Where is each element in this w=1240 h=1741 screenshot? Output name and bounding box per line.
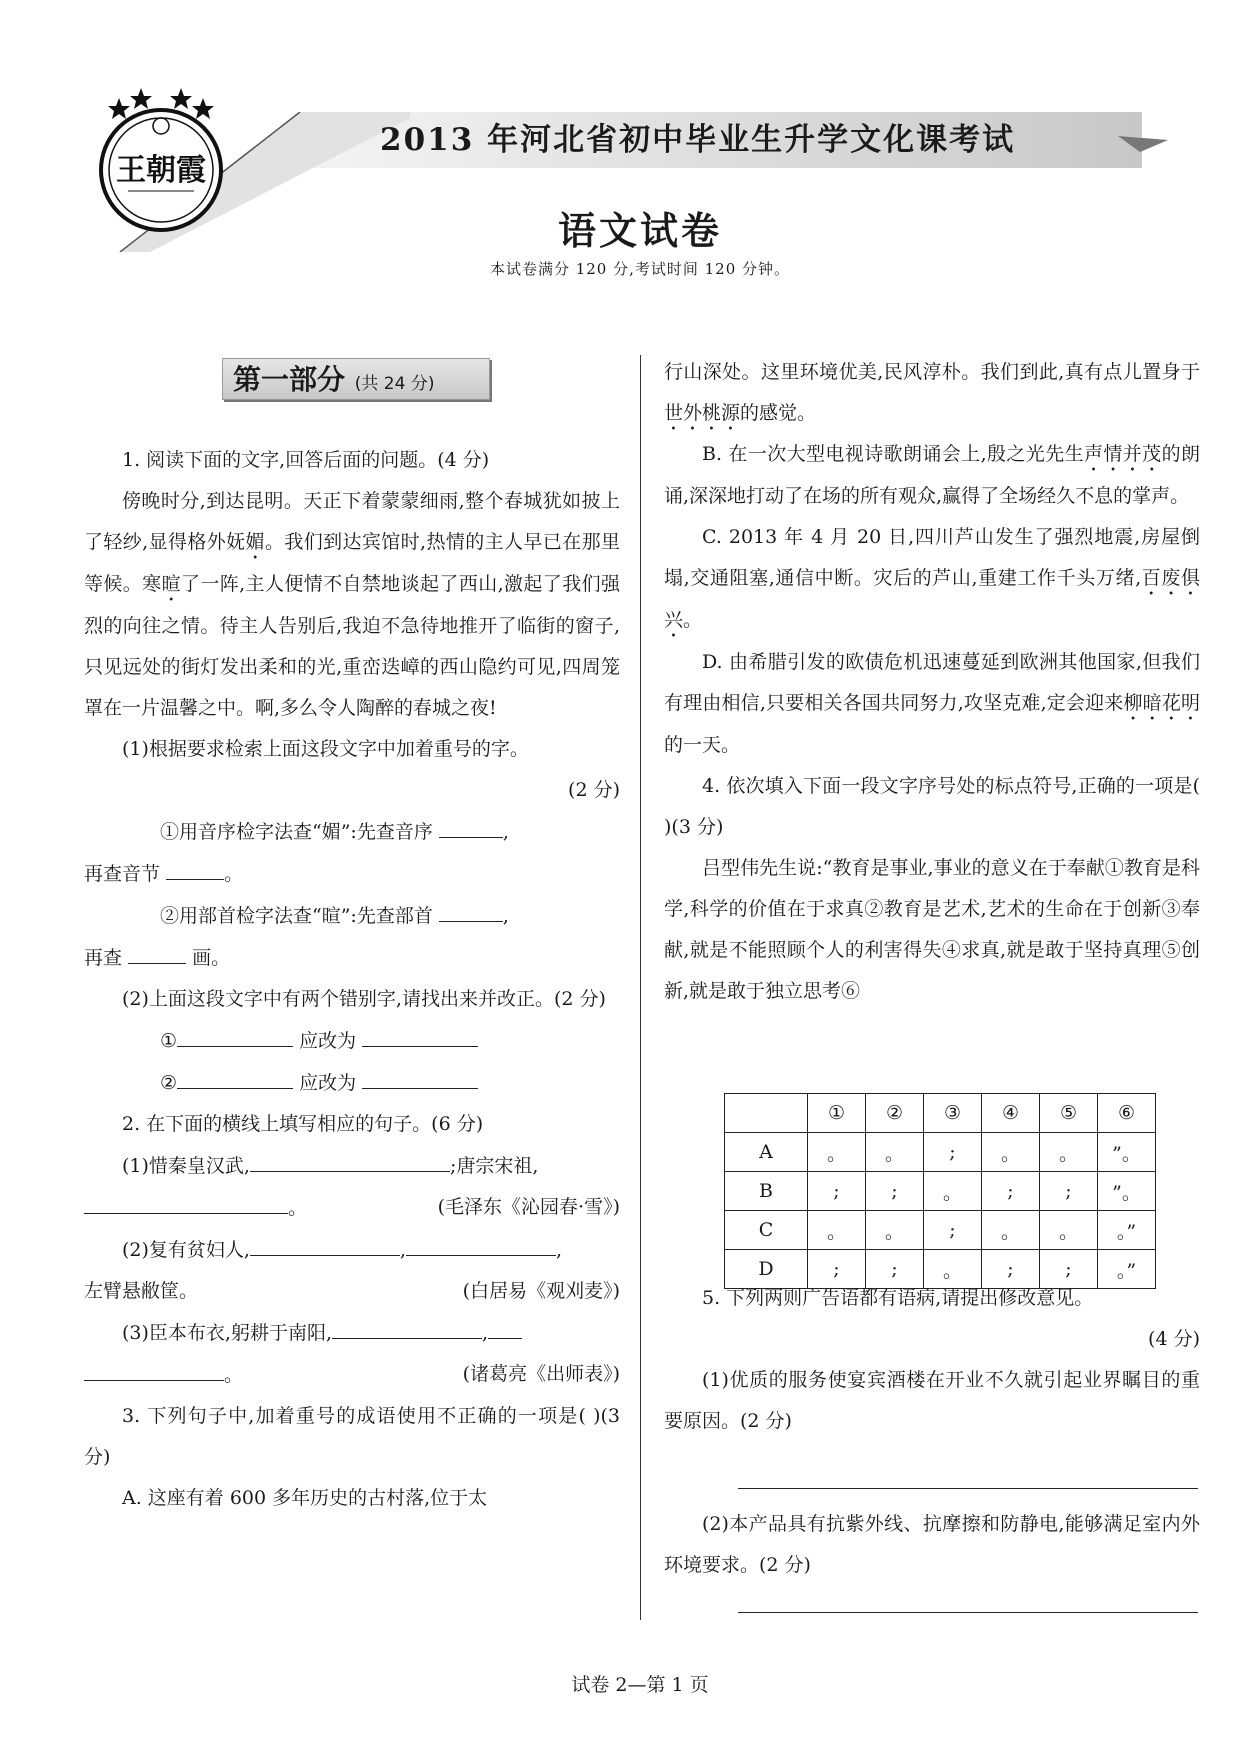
- question-1-passage: [84, 481, 620, 729]
- q2-line-3b: 。 (诸葛亮《出师表》): [84, 1354, 620, 1396]
- answer-blank[interactable]: [250, 1145, 450, 1172]
- table-cell: 。: [808, 1211, 866, 1250]
- option-a-tail: 行山深处。这里环境优美,民风淳朴。我们到此,真有点儿置身于: [664, 361, 1200, 383]
- table-cell: ③: [924, 1094, 982, 1133]
- table-cell: ;: [808, 1250, 866, 1289]
- option-a: [664, 352, 1200, 434]
- table-cell: ①: [808, 1094, 866, 1133]
- answer-blank[interactable]: [166, 853, 224, 880]
- sub1-item-a-cont: 再查音节 。: [84, 853, 620, 895]
- option-a-end: 的感觉。: [740, 402, 817, 424]
- answer-blank[interactable]: [84, 1187, 288, 1214]
- q2-source-3: (诸葛亮《出师表》): [462, 1363, 620, 1385]
- table-cell: ;: [808, 1172, 866, 1211]
- answer-blank[interactable]: [250, 1229, 400, 1256]
- idiom-c: 百废俱兴: [664, 567, 1200, 631]
- option-b: [664, 434, 1200, 517]
- sub1-item-b: ②用部首检字法查“暄”:先查部首 ,: [84, 895, 620, 937]
- table-cell: 。: [866, 1211, 924, 1250]
- answer-line-1[interactable]: [738, 1488, 1198, 1489]
- answer-blank[interactable]: [439, 895, 503, 922]
- table-cell: ;: [866, 1250, 924, 1289]
- table-cell: ”。: [1098, 1172, 1156, 1211]
- option-d: [664, 642, 1200, 766]
- table-row: [725, 1133, 1156, 1172]
- table-cell: 。: [1040, 1211, 1098, 1250]
- question-1-stem: 1. 阅读下面的文字,回答后面的问题。(4 分): [122, 449, 490, 471]
- sub1-item-a-cont-text: 再查音节: [84, 863, 161, 885]
- answer-line-2[interactable]: [738, 1612, 1198, 1613]
- paper-note: 本试卷满分 120 分,考试时间 120 分钟。: [489, 260, 791, 278]
- table-row-label: B: [725, 1172, 808, 1211]
- option-c: [664, 517, 1200, 642]
- table-cell: ;: [866, 1172, 924, 1211]
- passage-part-c: 了一阵,主人便情不自禁地谈起了西山,激起了我们强烈的向往之情。待主人告别后,我迫不急待地推开了临街的窗子,只见远处的街灯发出柔和的光,重峦迭嶂的西山隐约可见,四周笼罩在一片温馨之中。啊,多么令人陶醉的春城之夜!: [84, 573, 620, 719]
- correction-num-1: ①: [160, 1030, 178, 1052]
- table-cell: ②: [866, 1094, 924, 1133]
- q2-s2a: (2)复有贫妇人,: [122, 1239, 250, 1261]
- answer-blank[interactable]: [488, 1312, 522, 1339]
- idiom-d: 柳暗花明: [1123, 692, 1200, 714]
- table-cell: 。: [808, 1133, 866, 1172]
- table-cell: 。: [1040, 1133, 1098, 1172]
- question-5-sub1: (1)优质的服务使宴宾酒楼在开业不久就引起业界瞩目的重要原因。(2 分): [664, 1369, 1200, 1432]
- q2-source-1: (毛泽东《沁园春·雪》): [437, 1196, 620, 1218]
- answer-blank[interactable]: [177, 1062, 293, 1089]
- sub1-item-a-text: ①用音序检字法查“媚”:先查音序: [160, 821, 433, 843]
- table-cell: 。”: [1098, 1211, 1156, 1250]
- table-cell: 。: [982, 1211, 1040, 1250]
- answer-blank[interactable]: [439, 811, 503, 838]
- table-cell: ;: [924, 1133, 982, 1172]
- option-c-text: C. 2013 年 4 月 20 日,四川芦山发生了强烈地震,房屋倒塌,交通阻塞,通信中断。灾后的芦山,重建工作千头万绪,: [664, 526, 1200, 589]
- table-row-label: C: [725, 1211, 808, 1250]
- question-1-sub1: (1)根据要求检索上面这段文字中加着重号的字。: [122, 738, 529, 760]
- correction-num-2: ②: [160, 1072, 178, 1094]
- table-row: [725, 1211, 1156, 1250]
- sub1-item-b-end: 画。: [192, 947, 231, 969]
- banner-arrow-icon: [1118, 136, 1168, 152]
- question-1-sub2: (2)上面这段文字中有两个错别字,请找出来并改正。(2 分): [122, 988, 606, 1010]
- table-cell: ;: [1040, 1172, 1098, 1211]
- table-cell: 。: [866, 1133, 924, 1172]
- part-title-text: 第一部分: [233, 363, 346, 396]
- table-cell: 。: [924, 1250, 982, 1289]
- option-d-end: 的一天。: [664, 734, 741, 756]
- table-cell: ⑤: [1040, 1094, 1098, 1133]
- question-5-sub2: (2)本产品具有抗紫外线、抗摩擦和防静电,能够满足室内外环境要求。(2 分): [664, 1513, 1200, 1576]
- question-5-stem: 5. 下列两则广告语都有语病,请提出修改意见。: [702, 1287, 1094, 1309]
- sub1-item-b-cont-text: 再查: [84, 947, 123, 969]
- q2-line-1b: 。 (毛泽东《沁园春·雪》): [84, 1187, 620, 1229]
- option-c-end: 。: [683, 609, 703, 631]
- sub1-item-a: ①用音序检字法查“媚”:先查音序 ,: [84, 811, 620, 853]
- table-row-label: A: [725, 1133, 808, 1172]
- option-b-text: B. 在一次大型电视诗歌朗诵会上,殷之光先生: [702, 443, 1084, 465]
- answer-blank[interactable]: [177, 1020, 293, 1047]
- q2-source-2: (白居易《观刈麦》): [462, 1280, 620, 1302]
- q2-line-1: [84, 1145, 620, 1187]
- question-5-score: (4 分): [1148, 1328, 1200, 1350]
- sub1-item-b-cont: [84, 937, 620, 979]
- answer-blank[interactable]: [362, 1062, 478, 1089]
- column-divider: [640, 355, 641, 1620]
- table-cell: 。: [982, 1133, 1040, 1172]
- answer-blank[interactable]: [406, 1229, 556, 1256]
- option-d-text: D. 由希腊引发的欧债危机迅速蔓延到欧洲其他国家,但我们有理由相信,只要相关各国共同努力,攻坚克难,定会迎来: [664, 651, 1200, 714]
- q2-s2b: 左臂悬敝筐。: [84, 1280, 199, 1302]
- table-header-row: [725, 1094, 1156, 1133]
- question-5-part2: [664, 1504, 1200, 1586]
- q2-s3a: (3)臣本布衣,躬耕于南阳,: [122, 1322, 332, 1344]
- table-cell: ④: [982, 1094, 1040, 1133]
- table-cell: ;: [982, 1250, 1040, 1289]
- correction-label: 应改为: [299, 1072, 357, 1094]
- table-cell: ;: [982, 1172, 1040, 1211]
- passage-part-a: 傍晚时分,到达昆明。天正下着蒙蒙细雨,整个春城犹如披上了轻纱,显得格外妩: [84, 490, 620, 553]
- logo-text: 王朝霞: [116, 153, 206, 188]
- q2-s1a: (1)惜秦皇汉武,: [122, 1155, 250, 1177]
- question-5: [664, 1278, 1200, 1442]
- table-cell: ;: [1040, 1250, 1098, 1289]
- table-cell: 。”: [1098, 1250, 1156, 1289]
- answer-blank[interactable]: [84, 1354, 224, 1381]
- question-2-stem: 2. 在下面的横线上填写相应的句子。(6 分): [122, 1113, 484, 1135]
- table-row-label: [725, 1094, 808, 1133]
- q2-line-2: (2)复有贫妇人, , ,: [84, 1229, 620, 1271]
- part-score: (共 24 分): [354, 374, 435, 394]
- answer-blank[interactable]: [128, 937, 186, 964]
- page-footer: 试卷 2—第 1 页: [571, 1674, 709, 1696]
- table-row: [725, 1172, 1156, 1211]
- left-column: [84, 440, 620, 1519]
- q2-s1b: ;唐宗宋祖,: [449, 1155, 539, 1177]
- q2-line-2b: [84, 1271, 620, 1312]
- part-one-title: [222, 358, 490, 400]
- correction-row-1: [84, 1020, 620, 1062]
- option-a-start: [84, 1478, 620, 1519]
- table-cell: ⑥: [1098, 1094, 1156, 1133]
- table-cell: 。: [924, 1172, 982, 1211]
- correction-row-2: [84, 1062, 620, 1104]
- table-cell: ”。: [1098, 1133, 1156, 1172]
- option-a-text: A. 这座有着 600 多年历史的古村落,位于太: [122, 1487, 488, 1509]
- answer-blank[interactable]: [332, 1312, 482, 1339]
- paper-title: 语文试卷: [557, 208, 722, 253]
- passage-part-b: 。我们到达宾馆时,热情的主人早已在那里等候。寒: [84, 531, 620, 595]
- correction-label: 应改为: [299, 1030, 357, 1052]
- idiom-b: 声情并茂: [1083, 443, 1162, 465]
- question-3-stem: 3. 下列句子中,加着重号的成语使用不正确的一项是( )(3 分): [84, 1405, 620, 1468]
- idiom-a: 世外桃源: [664, 402, 741, 424]
- table-row-label: D: [725, 1250, 808, 1289]
- table-cell: ;: [924, 1211, 982, 1250]
- sub1-item-b-text: ②用部首检字法查“暄”:先查部首: [160, 905, 433, 927]
- question-4-stem: 4. 依次填入下面一段文字序号处的标点符号,正确的一项是( )(3 分): [664, 775, 1200, 838]
- option-b-end: 的朗诵,深深地打动了在场的所有观众,赢得了全场经久不息的掌声。: [664, 443, 1200, 507]
- punctuation-table: [724, 1093, 1156, 1289]
- answer-blank[interactable]: [362, 1020, 478, 1047]
- exam-title: 2013 年河北省初中毕业生升学文化课考试: [380, 122, 1016, 158]
- emphasis-char-xuan: 暄: [161, 573, 181, 595]
- q2-line-3: (3)臣本布衣,躬耕于南阳, ,: [84, 1312, 620, 1354]
- emphasis-char-mei: 媚: [245, 531, 265, 553]
- right-column: [664, 352, 1200, 1012]
- question-4-quote: 吕型伟先生说:“教育是事业,事业的意义在于奉献①教育是科学,科学的价值在于求真②教育是艺术,艺术的生命在于创新③奉献,就是不能照顾个人的利害得失④求真,就是敢于坚持真理⑤创新,就是敢于独立思考⑥: [664, 857, 1200, 1002]
- question-1-sub1-score: (2 分): [568, 779, 620, 801]
